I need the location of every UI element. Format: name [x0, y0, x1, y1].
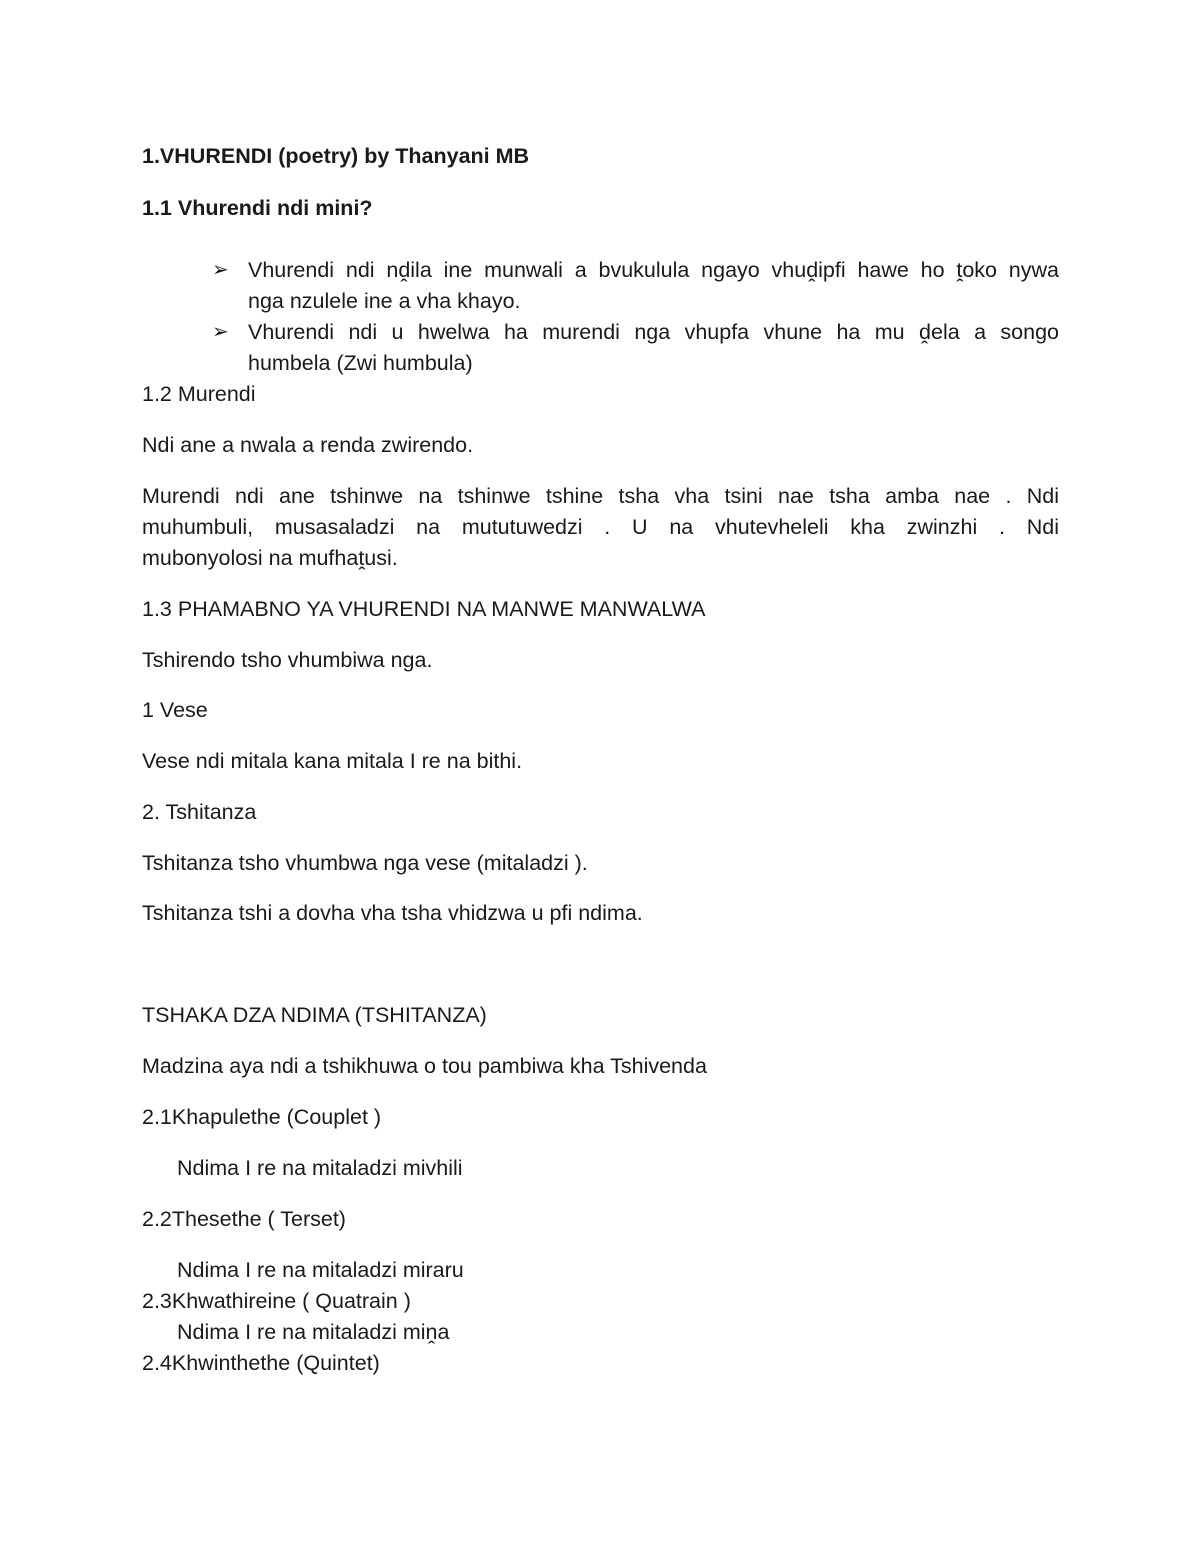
document-title: 1.VHURENDI (poetry) by Thanyani MB	[142, 144, 530, 168]
quintet-label: 2.4Khwinthethe (Quintet)	[142, 1351, 380, 1375]
murendi-paragraph-line-3: mubonyolosi na mufhaṱusi.	[142, 546, 398, 570]
bullet-arrow-icon: ➢	[212, 259, 229, 281]
tshitanza-text-1: Tshitanza tsho vhumbwa nga vese (mitaladzi ).	[142, 851, 588, 875]
bullet-2-line-1: Vhurendi ndi u hwelwa ha murendi nga vhupfa vhune ha mu ḓela a songo	[248, 320, 1059, 344]
bullet-1-line-1: Vhurendi ndi nḓila ine munwali a bvukulula ngayo vhuḓipfi hawe ho ṱoko nywa	[248, 258, 1059, 282]
tshirendo-intro: Tshirendo tsho vhumbiwa nga.	[142, 648, 433, 672]
section-1-1-heading: 1.1 Vhurendi ndi mini?	[142, 196, 373, 220]
quatrain-desc: Ndima I re na mitaladzi miṋa	[177, 1320, 450, 1344]
bullet-2-line-2: humbela (Zwi humbula)	[248, 351, 473, 375]
terset-desc: Ndima I re na mitaladzi miraru	[177, 1258, 464, 1282]
tshitanza-heading: 2. Tshitanza	[142, 800, 257, 824]
bullet-arrow-icon: ➢	[212, 321, 229, 343]
couplet-label: 2.1Khapulethe (Couplet )	[142, 1105, 382, 1129]
murendi-paragraph-line-2: muhumbuli, musasaladzi na mututuwedzi . U na vhutevheleli kha zwinzhi . Ndi	[142, 515, 1059, 539]
vese-heading: 1 Vese	[142, 698, 208, 722]
section-1-2-heading: 1.2 Murendi	[142, 382, 256, 406]
quatrain-label: 2.3Khwathireine ( Quatrain )	[142, 1289, 411, 1313]
tshitanza-text-2: Tshitanza tshi a dovha vha tsha vhidzwa u pfi ndima.	[142, 901, 643, 925]
terset-label: 2.2Thesethe ( Terset)	[142, 1207, 346, 1231]
tshaka-intro: Madzina aya ndi a tshikhuwa o tou pambiwa kha Tshivenda	[142, 1054, 707, 1078]
section-1-3-heading: 1.3 PHAMABNO YA VHURENDI NA MANWE MANWALWA	[142, 597, 706, 621]
bullet-1-line-2: nga nzulele ine a vha khayo.	[248, 289, 521, 313]
murendi-paragraph-line-1: Murendi ndi ane tshinwe na tshinwe tshine tsha vha tsini nae tsha amba nae . Ndi	[142, 484, 1059, 508]
murendi-definition: Ndi ane a nwala a renda zwirendo.	[142, 433, 474, 457]
vese-text: Vese ndi mitala kana mitala I re na bithi.	[142, 749, 523, 773]
couplet-desc: Ndima I re na mitaladzi mivhili	[177, 1156, 463, 1180]
tshaka-heading: TSHAKA DZA NDIMA (TSHITANZA)	[142, 1003, 487, 1027]
